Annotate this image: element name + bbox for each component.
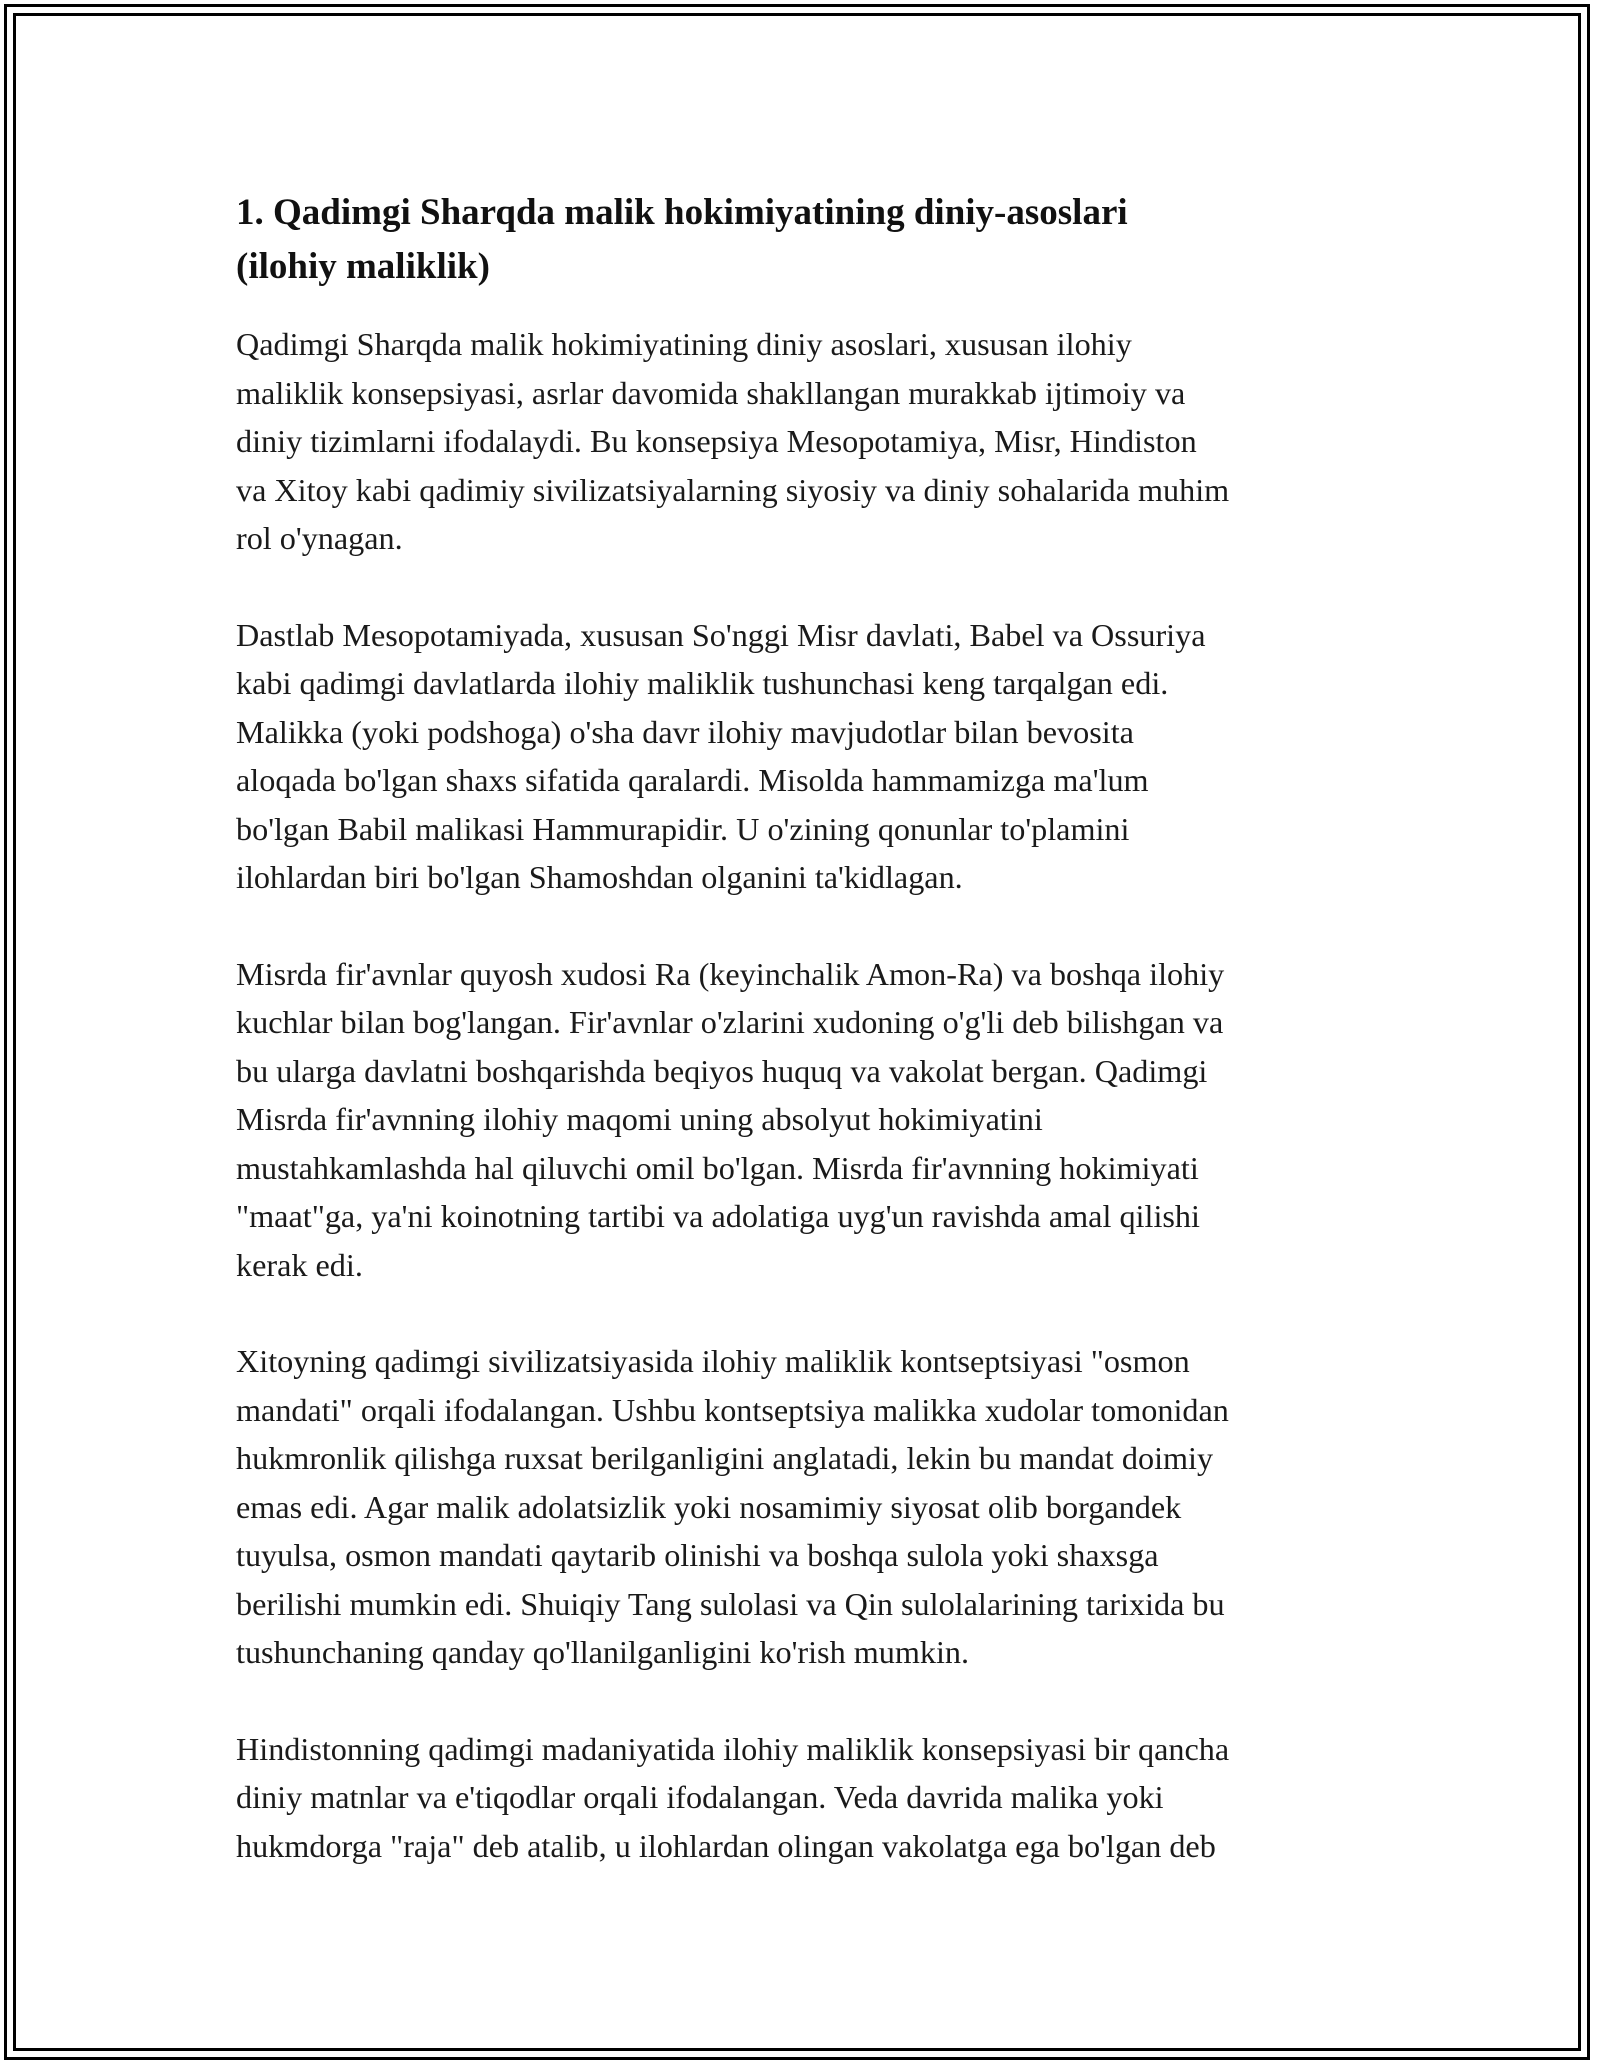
section-heading [236, 186, 1376, 294]
paragraph [236, 320, 1376, 563]
paragraph [236, 611, 1376, 902]
paragraph-line: hukmronlik qilishga ruxsat berilganligini anglatadi, lekin bu mandat doimiy [236, 1440, 1214, 1476]
paragraph-line: rol o'ynagan. [236, 520, 403, 556]
paragraph-line: kabi qadimgi davlatlarda ilohiy maliklik tushunchasi keng tarqalgan edi. [236, 665, 1169, 701]
paragraph [236, 950, 1376, 1290]
paragraph-line: aloqada bo'lgan shaxs sifatida qaralardi. Misolda hammamizga ma'lum [236, 762, 1149, 798]
paragraph-line: kerak edi. [236, 1246, 363, 1283]
paragraph-line: hukmdorga "raja" deb atalib, u ilohlardan olingan vakolatga ega bo'lgan deb [236, 1827, 1216, 1864]
paragraph-line: Qadimgi Sharqda malik hokimiyatining diniy asoslari, xususan ilohiy [236, 326, 1132, 362]
paragraph-line: "maat"ga, ya'ni koinotning tartibi va adolatiga uyg'un ravishda amal qilishi [236, 1198, 1200, 1234]
paragraph-line: Misrda fir'avnlar quyosh xudosi Ra (keyinchalik Amon-Ra) va boshqa ilohiy [236, 955, 1225, 992]
paragraph-line: berilishi mumkin edi. Shuiqiy Tang sulolasi va Qin sulolalarining tarixida bu [236, 1585, 1225, 1622]
paragraph-line: mustahkamlashda hal qiluvchi omil bo'lgan. Misrda fir'avnning hokimiyati [236, 1149, 1199, 1186]
paragraph-line: bo'lgan Babil malikasi Hammurapidir. U o'zining qonunlar to'plamini [236, 810, 1130, 847]
paragraph-line: Dastlab Mesopotamiyada, xususan So'nggi Misr davlati, Babel va Ossuriya [236, 616, 1206, 653]
heading-line: (ilohiy maliklik) [236, 246, 490, 287]
paragraph-line: Misrda fir'avnning ilohiy maqomi uning absolyut hokimiyatini [236, 1101, 1043, 1137]
paragraph-list [236, 320, 1376, 1870]
paragraph-line: Malikka (yoki podshoga) o'sha davr ilohiy mavjudotlar bilan bevosita [236, 713, 1134, 750]
paragraph [236, 1725, 1376, 1871]
paragraph-line: maliklik konsepsiyasi, asrlar davomida shakllangan murakkab ijtimoiy va [236, 374, 1186, 411]
paragraph-line: mandati" orqali ifodalangan. Ushbu kontseptsiya malikka xudolar tomonidan [236, 1391, 1229, 1428]
paragraph-line: diniy matnlar va e'tiqodlar orqali ifodalangan. Veda davrida malika yoki [236, 1779, 1164, 1815]
paragraph-line: Hindistonning qadimgi madaniyatida ilohiy maliklik konsepsiyasi bir qancha [236, 1730, 1230, 1767]
heading-line: 1. Qadimgi Sharqda malik hokimiyatining diniy-asoslari [236, 192, 1128, 233]
paragraph [236, 1337, 1376, 1677]
paragraph-line: tuyulsa, osmon mandati qaytarib olinishi va boshqa sulola yoki shaxsga [236, 1537, 1159, 1573]
paragraph-line: ilohlardan biri bo'lgan Shamoshdan olganini ta'kidlagan. [236, 859, 963, 895]
paragraph-line: va Xitoy kabi qadimiy sivilizatsiyalarning siyosiy va diniy sohalarida muhim [236, 471, 1230, 508]
paragraph-line: diniy tizimlarni ifodalaydi. Bu konsepsiya Mesopotamiya, Misr, Hindiston [236, 423, 1197, 459]
document-content [236, 186, 1376, 1918]
paragraph-line: Xitoyning qadimgi sivilizatsiyasida ilohiy maliklik kontseptsiyasi "osmon [236, 1343, 1190, 1379]
paragraph-line: kuchlar bilan bog'langan. Fir'avnlar o'zlarini xudoning o'g'li deb bilishgan va [236, 1004, 1224, 1040]
paragraph-line: bu ularga davlatni boshqarishda beqiyos huquq va vakolat bergan. Qadimgi [236, 1052, 1208, 1089]
paragraph-line: tushunchaning qanday qo'llanilganligini ko'rish mumkin. [236, 1634, 970, 1670]
paragraph-line: emas edi. Agar malik adolatsizlik yoki nosamimiy siyosat olib borgandek [236, 1488, 1182, 1525]
